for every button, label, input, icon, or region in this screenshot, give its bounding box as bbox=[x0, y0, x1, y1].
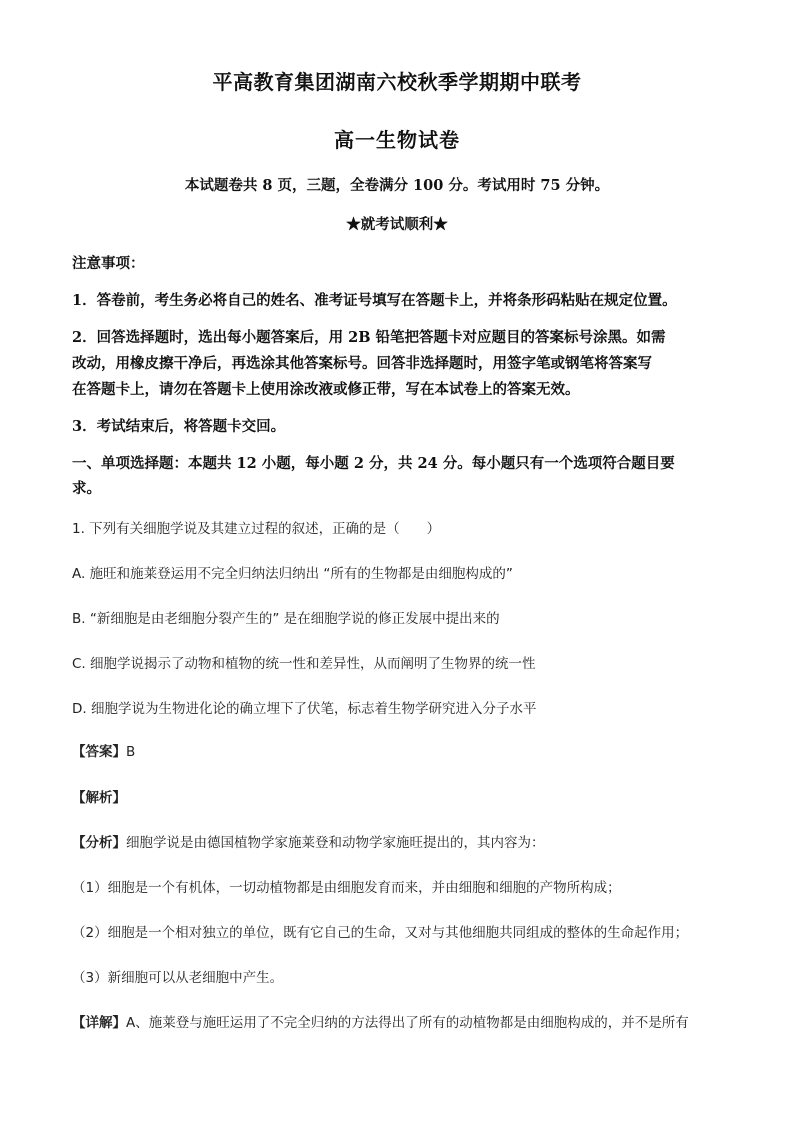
page-subtitle: 高一生物试卷 bbox=[334, 128, 460, 152]
fenxi-tag: 【分析】 bbox=[72, 835, 126, 851]
exam-info: 本试题卷共 8 页，三题，全卷满分 100 分。考试用时 75 分钟。 bbox=[184, 177, 610, 194]
answer-line bbox=[72, 740, 722, 760]
section-heading-line-1: 一、单项选择题：本题共 12 小题，每小题 2 分，共 24 分。每小题只有一个选项符合题目要 bbox=[72, 455, 675, 472]
fenxi-text: 细胞学说是由德国植物学家施莱登和动物学家施旺提出的，其内容为： bbox=[126, 835, 545, 851]
answer-tag: 【答案】 bbox=[72, 744, 126, 760]
notice-item-2-line-3: 在答题卡上，请勿在答题卡上使用涂改液或修正带，写在本试卷上的答案无效。 bbox=[72, 381, 580, 398]
option-a: A. 施旺和施莱登运用不完全归纳法归纳出 “所有的生物都是由细胞构成的” bbox=[72, 566, 513, 582]
notice-item-3: 3．考试结束后，将答题卡交回。 bbox=[72, 418, 286, 435]
notice-heading: 注意事项： bbox=[72, 255, 145, 272]
detail-line bbox=[72, 1011, 722, 1031]
point-2: （2）细胞是一个相对独立的单位，既有它自己的生命，又对与其他细胞共同组成的整体的生命起作用； bbox=[72, 925, 689, 941]
section-heading-line-2: 求。 bbox=[72, 480, 101, 497]
notice-item-1: 1．答卷前，考生务必将自己的姓名、准考证号填写在答题卡上，并将条形码粘贴在规定位置。 bbox=[72, 292, 677, 309]
analysis-tag: 【解析】 bbox=[72, 790, 126, 806]
good-luck-note: ★就考试顺利★ bbox=[346, 216, 448, 233]
point-1: （1）细胞是一个有机体，一切动植物都是由细胞发育而来，并由细胞和细胞的产物所构成； bbox=[72, 880, 621, 896]
option-d: D. 细胞学说为生物进化论的确立埋下了伏笔，标志着生物学研究进入分子水平 bbox=[72, 701, 537, 717]
fenxi-line bbox=[72, 831, 722, 851]
question-stem: 1. 下列有关细胞学说及其建立过程的叙述，正确的是（ ） bbox=[72, 521, 441, 537]
answer-value: B bbox=[126, 744, 136, 760]
analysis-line bbox=[72, 786, 722, 806]
point-3: （3）新细胞可以从老细胞中产生。 bbox=[72, 970, 284, 986]
option-b: B. “新细胞是由老细胞分裂产生的” 是在细胞学说的修正发展中提出来的 bbox=[72, 611, 500, 627]
page-title: 平高教育集团湖南六校秋季学期期中联考 bbox=[212, 70, 582, 94]
notice-item-2-line-1: 2．回答选择题时，选出每小题答案后，用 2B 铅笔把答题卡对应题目的答案标号涂黑。如需 bbox=[72, 329, 666, 346]
option-c: C. 细胞学说揭示了动物和植物的统一性和差异性，从而阐明了生物界的统一性 bbox=[72, 656, 536, 672]
notice-item-2-line-2: 改动，用橡皮擦干净后，再选涂其他答案标号。回答非选择题时，用签字笔或钢笔将答案写 bbox=[72, 355, 652, 372]
detail-text: A、施莱登与施旺运用了不完全归纳的方法得出了所有的动植物都是由细胞构成的，并不是所有 bbox=[126, 1015, 689, 1031]
detail-tag: 【详解】 bbox=[72, 1015, 126, 1031]
